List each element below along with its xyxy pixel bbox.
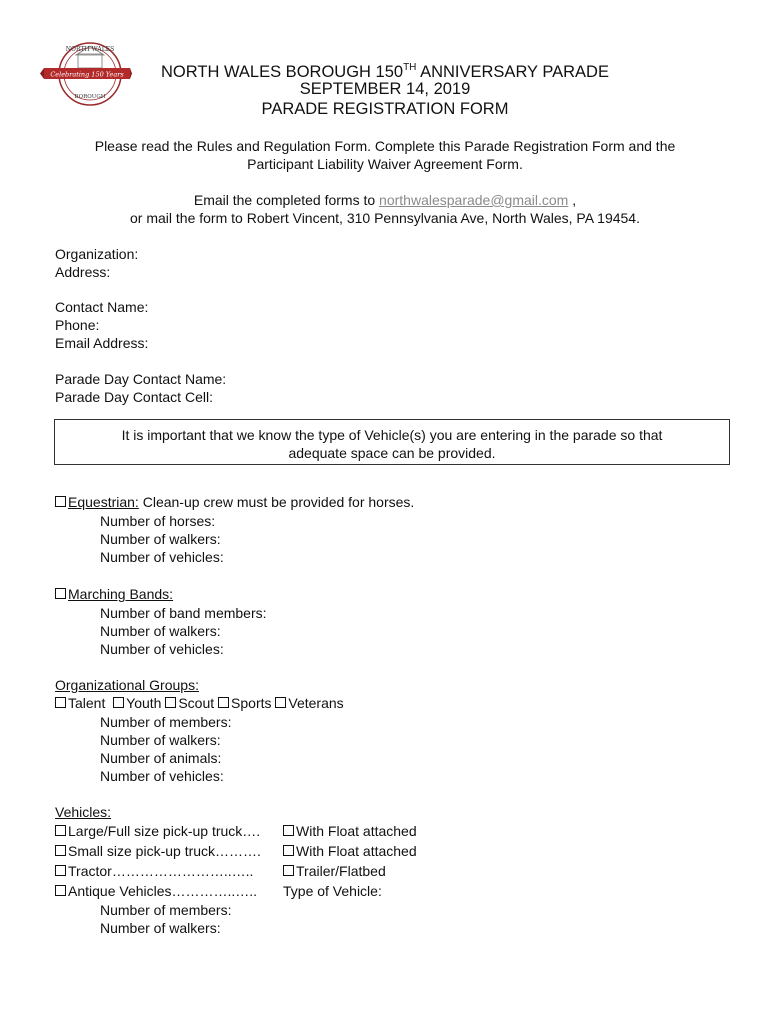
vehicle-large-truck-float[interactable]: With Float attached [283,822,417,840]
equestrian-vehicles-label: Number of vehicles: [100,549,224,565]
vehicle-notice-box [54,419,730,465]
mail-instruction: or mail the form to Robert Vincent, 310 Pennsylvania Ave, North Wales, PA 19454. [130,210,640,226]
notice-line-2: adequate space can be provided. [288,445,496,461]
trailer-flatbed-checkbox[interactable] [283,865,294,876]
form-title: PARADE REGISTRATION FORM [261,100,509,118]
phone-label: Phone: [55,317,100,333]
vehicle-walkers-label: Number of walkers: [100,920,221,936]
intro-line-2: Participant Liability Waiver Agreement Form. [247,156,523,172]
group-animals-label: Number of animals: [100,750,222,766]
youth-checkbox[interactable] [113,697,124,708]
veterans-checkbox[interactable] [275,697,286,708]
vehicle-tractor[interactable]: Tractor……………………..….. [55,862,253,880]
equestrian-option[interactable]: Equestrian: Clean-up crew must be provided for horses. [55,493,414,511]
vehicle-members-label: Number of members: [100,902,232,918]
group-option-sports[interactable]: Sports [218,695,271,711]
organizational-groups-heading: Organizational Groups: [55,677,199,693]
parade-contact-cell-label: Parade Day Contact Cell: [55,389,213,405]
parade-date: SEPTEMBER 14, 2019 [299,80,471,98]
vehicle-small-truck[interactable]: Small size pick-up truck………. [55,842,261,860]
band-vehicles-label: Number of vehicles: [100,641,224,657]
vehicles-heading: Vehicles: [55,804,112,820]
svg-text:BOROUGH: BOROUGH [74,94,106,100]
large-truck-float-checkbox[interactable] [283,825,294,836]
address-label: Address: [55,264,111,280]
antique-checkbox[interactable] [55,885,66,896]
small-truck-float-checkbox[interactable] [283,845,294,856]
group-option-youth[interactable]: Youth [113,695,161,711]
group-vehicles-label: Number of vehicles: [100,768,224,784]
parade-contact-name-label: Parade Day Contact Name: [55,371,227,387]
email-link[interactable]: northwalesparade@gmail.com [379,192,569,208]
vehicle-antique[interactable]: Antique Vehicles…………..….. [55,882,257,900]
contact-name-label: Contact Name: [55,299,149,315]
tractor-checkbox[interactable] [55,865,66,876]
organization-label: Organization: [55,246,139,262]
equestrian-walkers-label: Number of walkers: [100,531,221,547]
marching-bands-checkbox[interactable] [55,588,66,599]
vehicle-trailer-flatbed[interactable]: Trailer/Flatbed [283,862,386,880]
group-members-label: Number of members: [100,714,232,730]
group-option-talent[interactable]: Talent [55,695,105,711]
small-truck-checkbox[interactable] [55,845,66,856]
group-option-veterans[interactable]: Veterans [275,695,343,711]
scout-checkbox[interactable] [165,697,176,708]
svg-text:Celebrating 150 Years: Celebrating 150 Years [50,70,124,79]
group-option-scout[interactable]: Scout [165,695,214,711]
sports-checkbox[interactable] [218,697,229,708]
vehicle-type-label: Type of Vehicle: [283,883,382,899]
equestrian-horses-label: Number of horses: [100,513,216,529]
intro-line-1: Please read the Rules and Regulation Form. Complete this Parade Registration Form and the [94,138,676,154]
band-walkers-label: Number of walkers: [100,623,221,639]
page-title: NORTH WALES BOROUGH 150TH ANNIVERSARY PARADE [161,62,609,81]
large-truck-checkbox[interactable] [55,825,66,836]
vehicle-small-truck-float[interactable]: With Float attached [283,842,417,860]
svg-text:NORTH WALES: NORTH WALES [65,46,115,53]
email-address-label: Email Address: [55,335,149,351]
band-members-label: Number of band members: [100,605,267,621]
group-walkers-label: Number of walkers: [100,732,221,748]
marching-bands-option[interactable]: Marching Bands: [55,585,173,603]
talent-checkbox[interactable] [55,697,66,708]
vehicle-large-truck[interactable]: Large/Full size pick-up truck…. [55,822,260,840]
equestrian-checkbox[interactable] [55,496,66,507]
notice-line-1: It is important that we know the type of Vehicle(s) you are entering in the parade so that [121,427,663,443]
group-options [55,694,344,712]
email-instruction: Email the completed forms to northwalesparade@gmail.com , [193,192,577,208]
